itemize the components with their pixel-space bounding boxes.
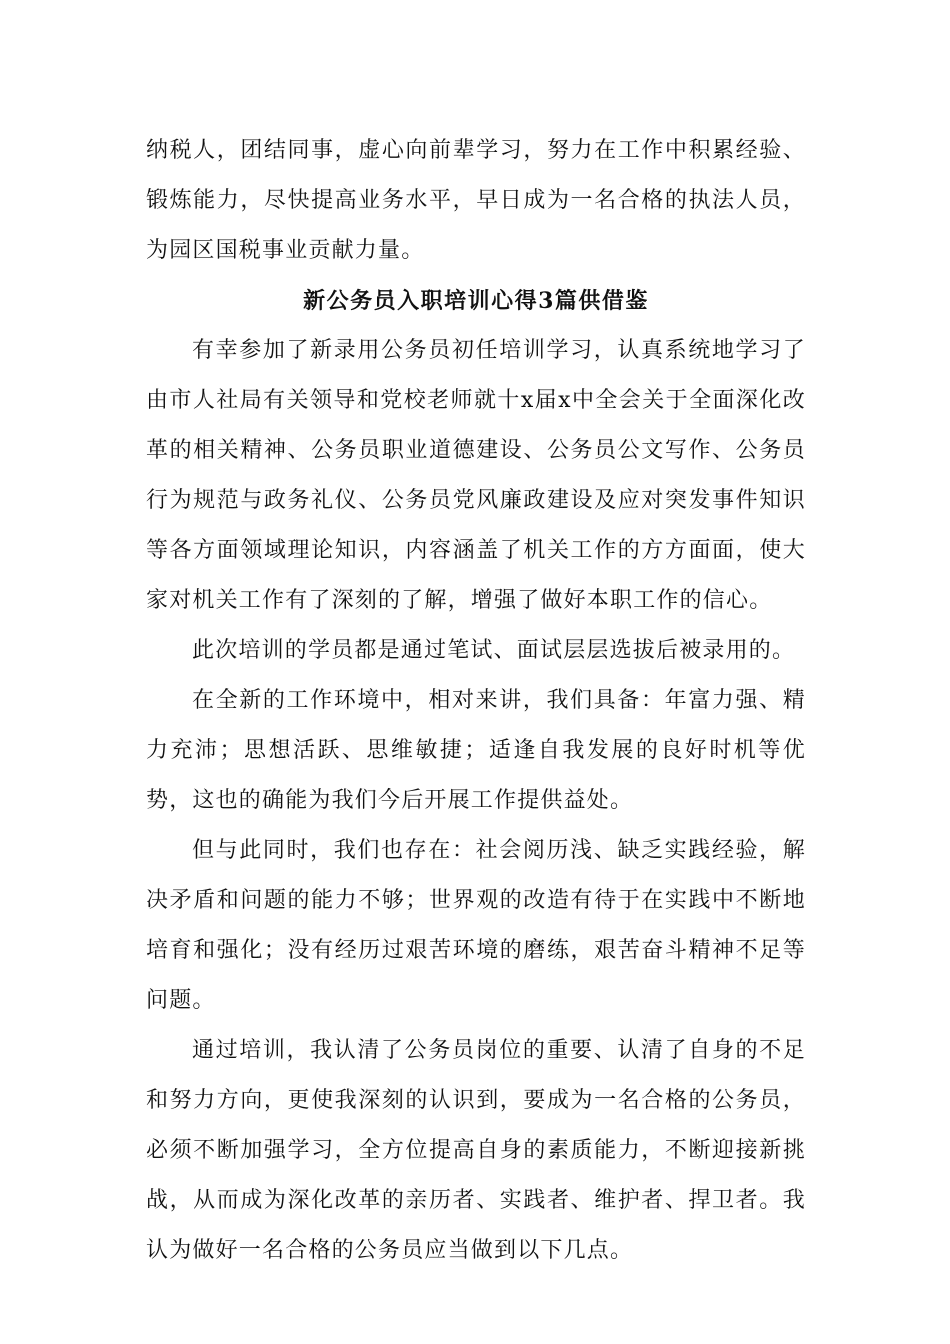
body-paragraph-5: 通过培训，我认清了公务员岗位的重要、认清了自身的不足和努力方向，更使我深刻的认识到，要成为一名合格的公务员，必须不断加强学习，全方位提高自身的素质能力，不断迎接新挑战，从而成为深化改革的亲历者、实践者、维护者、捍卫者。我认为做好一名合格的公务员应当做到以下几点。 bbox=[146, 1038, 806, 1263]
document-title: 新公务员入职培训心得3篇供借鉴 bbox=[303, 288, 649, 314]
body-paragraph-3: 在全新的工作环境中，相对来讲，我们具备：年富力强、精力充沛；思想活跃、思维敏捷；适逢自我发展的良好时机等优势，这也的确能为我们今后开展工作提供益处。 bbox=[146, 688, 806, 813]
lead-paragraph: 纳税人，团结同事，虚心向前辈学习，努力在工作中积累经验、锻炼能力，尽快提高业务水平，早日成为一名合格的执法人员，为园区国税事业贡献力量。 bbox=[146, 138, 806, 263]
document-body bbox=[146, 126, 806, 1276]
body-paragraph-4: 但与此同时，我们也存在：社会阅历浅、缺乏实践经验，解决矛盾和问题的能力不够；世界观的改造有待于在实践中不断地培育和强化；没有经历过艰苦环境的磨练，艰苦奋斗精神不足等问题。 bbox=[146, 838, 806, 1013]
body-paragraph-2: 此次培训的学员都是通过笔试、面试层层选拔后被录用的。 bbox=[192, 638, 796, 663]
body-paragraph-1: 有幸参加了新录用公务员初任培训学习，认真系统地学习了由市人社局有关领导和党校老师就十x届x中全会关于全面深化改革的相关精神、公务员职业道德建设、公务员公文写作、公务员行为规范与政务礼仪、公务员党风廉政建设及应对突发事件知识等各方面领域理论知识，内容涵盖了机关工作的方方面面，使大家对机关工作有了深刻的了解，增强了做好本职工作的信心。 bbox=[146, 338, 806, 613]
